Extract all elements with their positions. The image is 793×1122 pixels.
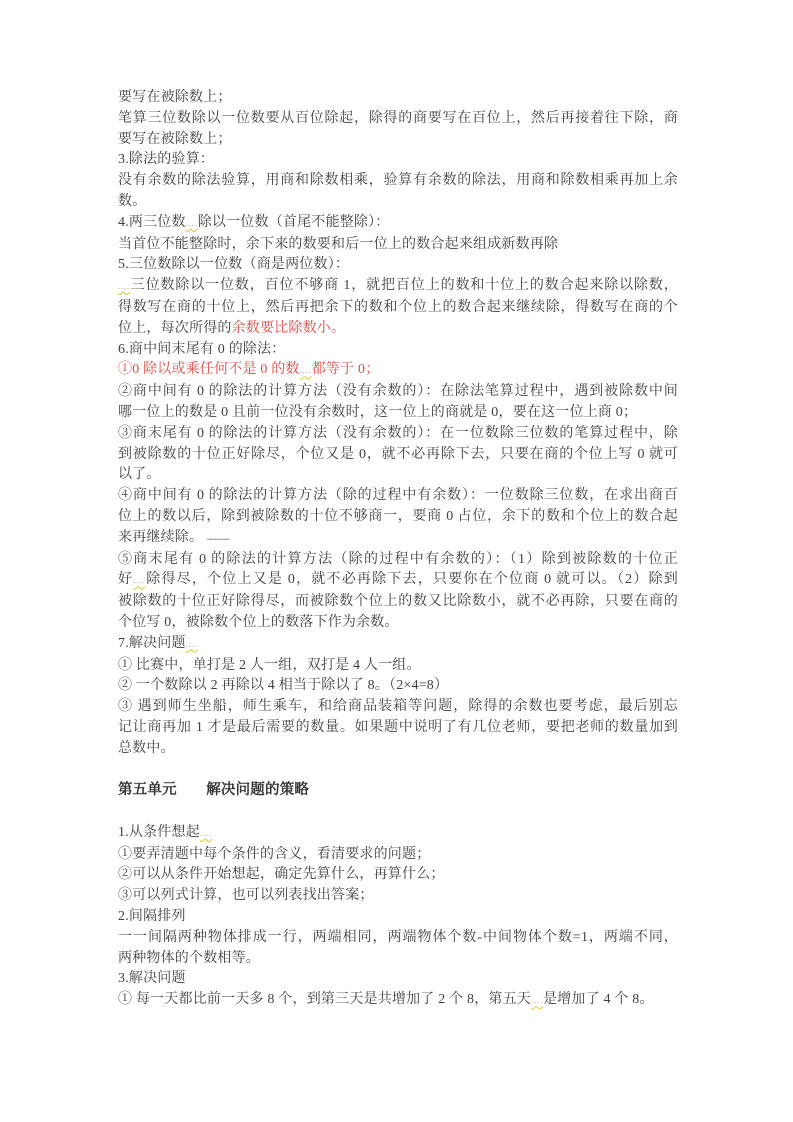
text-segment: ③ 遇到师生坐船，师生乘车，和给商品装箱等问题，除得的余数也要考虑，最后别忘 <box>118 699 678 715</box>
text-segment: ① 每一天都比前一天多 8 个，到第三天是共增加了 2 个 8，第五天 <box>118 992 531 1008</box>
text-line <box>118 192 678 213</box>
text-segment: ② 一个数除以 2 再除以 4 相当于除以了 8。（2×4=8） <box>118 678 449 694</box>
spellcheck-squiggle-mark: .... <box>299 366 312 376</box>
text-segment: 个位写 0，被除数个位上的数落下作为余数。 <box>118 614 399 630</box>
text-line <box>118 360 678 382</box>
text-segment: ①要弄清题中每个条件的含义，看清要求的问题； <box>118 846 431 862</box>
text-line <box>118 550 678 571</box>
text-line <box>118 949 678 970</box>
text-segment: 除得尽，个位上又是 0，就不必再除下去，只要你在个位商 0 就可以。（2）除到 <box>145 572 678 588</box>
text-segment: 好 <box>118 572 134 588</box>
text-segment: 第五单元 解决问题的策略 <box>118 782 310 799</box>
blank-line <box>118 760 678 781</box>
text-line <box>118 697 678 718</box>
text-segment: 1.从条件想起 <box>118 824 200 840</box>
text-segment: 得数写在商的十位上，然后再把余下的数和个位上的数合起来继续除，得数写在商的个 <box>118 299 678 315</box>
text-line <box>118 340 678 361</box>
text-segment: ④商中间有 0 的除法的计算方法（除的过程中有余数）：一位数除三位数，在求出商百 <box>118 488 678 504</box>
text-segment: 3.除法的验算： <box>118 152 215 168</box>
text-line <box>118 592 678 613</box>
revision-mark: ⋯⋯⋯ <box>206 534 230 543</box>
text-line <box>118 276 678 298</box>
text-segment: 3.解决问题 <box>118 971 186 987</box>
text-segment: 哪一位上的数是 0 且前一位没有余数时，这一位上的商就是 0，要在这一位上商 0； <box>118 404 638 420</box>
text-segment: 7.解决问题 <box>118 635 186 651</box>
text-line <box>118 907 678 928</box>
text-segment: 没有余数的除法验算，用商和除数相乘，验算有余数的除法，用商和除数相乘再加上余 <box>118 173 678 189</box>
text-segment: 要写在被除数上； <box>118 90 232 105</box>
text-line <box>118 865 678 886</box>
text-segment: 三位数除以一位数，百位不够商 1，就把百位上的数和十位上的数合起来除以除数， <box>130 278 678 294</box>
text-line <box>118 150 678 171</box>
text-line <box>118 235 678 256</box>
text-line <box>118 298 678 319</box>
text-line <box>118 171 678 192</box>
text-line <box>118 507 678 528</box>
text-line <box>118 382 678 403</box>
text-line <box>118 88 678 109</box>
text-line <box>118 886 678 907</box>
spellcheck-squiggle-mark: .... <box>199 828 212 838</box>
text-line <box>118 570 678 592</box>
text-line <box>118 823 678 845</box>
text-line <box>118 130 678 151</box>
text-line <box>118 969 678 990</box>
text-line <box>118 739 678 760</box>
text-segment: 来再继续除。 <box>118 529 207 545</box>
text-segment: ③可以列式计算，也可以列表找出答案； <box>118 888 374 904</box>
text-segment: ②可以从条件开始想起，确定先算什么，再算什么； <box>118 867 445 883</box>
text-line <box>118 928 678 949</box>
text-segment: 4.两三位数 <box>118 214 186 230</box>
highlighted-red-text: ①0 除以或乘任何不是 0 的数 <box>118 362 300 378</box>
text-line <box>118 319 678 340</box>
text-segment: 5.三位数除以一位数（商是两位数）： <box>118 257 350 273</box>
text-segment: 以了。 <box>118 467 161 483</box>
text-segment: 笔算三位数除以一位数要从百位除起，除得的商要写在百位上，然后再接着往下除，商 <box>118 110 678 126</box>
text-segment: ②商中间有 0 的除法的计算方法（没有余数的）：在除法笔算过程中，遇到被除数中间 <box>118 384 678 400</box>
blank-line <box>118 802 678 823</box>
text-line <box>118 486 678 507</box>
text-line <box>118 403 678 424</box>
text-segment: 要写在被除数上； <box>118 131 232 147</box>
text-line <box>118 634 678 656</box>
text-segment: 到被除数的十位正好除尽，个位又是 0，就不必再除下去，只要在商的个位上写 0 就可 <box>118 446 678 462</box>
text-segment: 除以一位数（首尾不能整除）： <box>197 214 390 230</box>
text-line <box>118 445 678 466</box>
text-segment: ③商末尾有 0 的除法的计算方法（没有余数的）：在一位数除三位数的笔算过程中，除 <box>118 425 678 441</box>
spellcheck-squiggle-mark: .... <box>531 996 543 1006</box>
text-segment: ⑤商末尾有 0 的除法的计算方法（除的过程中有余数的）：（1）除到被除数的十位正 <box>118 551 678 567</box>
text-segment: 一一间隔两种物体排成一行，两端相同，两端物体个数-中间物体个数=1，两端不同， <box>118 929 678 945</box>
section-heading <box>118 780 678 802</box>
text-segment: 位上，每次所得的 <box>118 320 232 336</box>
text-segment: 位上的数以后，除到被除数的十位不够商一，要商 0 占位，余下的数和个位上的数合起 <box>118 508 678 524</box>
text-segment: 记让商再加 1 才是最后需要的数量。如果题中说明了有几位老师，要把老师的数量加到 <box>118 719 678 735</box>
text-block <box>118 88 678 1012</box>
text-line <box>118 656 678 677</box>
text-segment: 是增加了 4 个 8。 <box>543 992 654 1008</box>
text-line <box>118 613 678 634</box>
text-line <box>118 990 678 1012</box>
text-line <box>118 676 678 697</box>
text-segment: 6.商中间末尾有 0 的除法： <box>118 341 286 357</box>
text-segment: 数。 <box>118 193 147 209</box>
text-segment: 总数中。 <box>118 740 175 756</box>
text-line <box>118 528 678 550</box>
text-line <box>118 255 678 276</box>
text-line <box>118 424 678 445</box>
spellcheck-squiggle-mark: .... <box>118 282 130 292</box>
text-segment: ① 比赛中，单打是 2 人一组，双打是 4 人一组。 <box>118 657 421 673</box>
text-segment: 当首位不能整除时，余下来的数要和后一位上的数合起来组成新数再除 <box>118 236 559 252</box>
text-segment: 两种物体的个数相等。 <box>118 950 260 966</box>
text-segment: 被除数的十位正好除得尽，而被除数个位上的数又比除数小，就不必再除，只要在商的 <box>118 594 678 610</box>
text-line <box>118 718 678 739</box>
text-segment: 2.间隔排列 <box>118 909 186 925</box>
text-line <box>118 845 678 866</box>
spellcheck-squiggle-mark: .... <box>185 639 198 649</box>
spellcheck-squiggle-mark: .... <box>133 576 146 586</box>
spellcheck-squiggle-mark: .... <box>185 218 198 228</box>
text-line <box>118 465 678 486</box>
text-line <box>118 109 678 130</box>
highlighted-red-text: 都等于 0； <box>311 362 380 378</box>
highlighted-red-text: 余数要比除数小。 <box>231 320 346 336</box>
text-line <box>118 213 678 235</box>
